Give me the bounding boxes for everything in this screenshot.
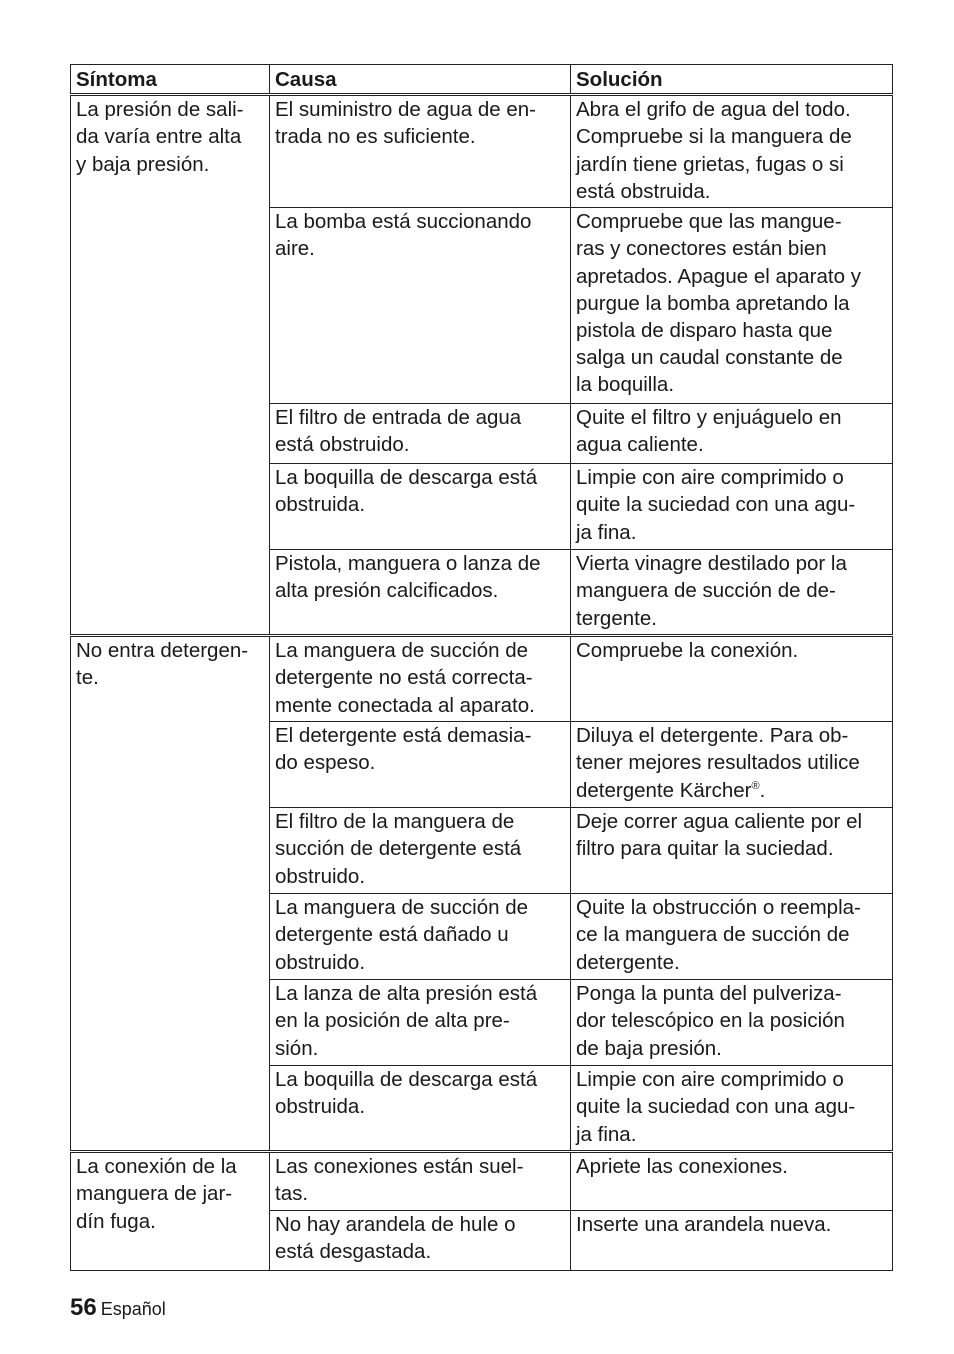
cell-line: está desgastada. <box>275 1240 432 1264</box>
cell-line: Quite la obstrucción o reempla- <box>576 896 861 920</box>
cell-line: Vierta vinagre destilado por la <box>576 552 847 576</box>
cell-line: Compruebe que las mangue- <box>576 210 842 234</box>
cell-line: El suministro de agua de en- <box>275 98 536 122</box>
cell-line: La boquilla de descarga está <box>275 1068 538 1092</box>
table-row <box>71 636 893 722</box>
cause-cell <box>270 1152 571 1211</box>
cell-line: manguera de jar- <box>76 1182 233 1206</box>
cell-line: aire. <box>275 237 315 261</box>
registered-mark: ® <box>751 779 760 792</box>
solution-cell <box>571 980 893 1066</box>
cell-line: La lanza de alta presión está <box>275 982 538 1006</box>
cause-cell <box>270 95 571 208</box>
cell-line: ja fina. <box>576 1122 637 1146</box>
cell-line: de baja presión. <box>576 1036 722 1060</box>
cell-line: tener mejores resultados utilice <box>576 751 860 775</box>
cell-line: El filtro de la manguera de <box>275 810 515 834</box>
cause-cell <box>270 1211 571 1271</box>
cell-line: jardín tiene grietas, fugas o si <box>576 152 844 176</box>
troubleshooting-table <box>70 64 893 1271</box>
cell-line: Apriete las conexiones. <box>576 1155 788 1179</box>
solution-cell <box>571 464 893 550</box>
cell-line: mente conectada al aparato. <box>275 693 535 717</box>
cell-line: apretados. Apague el aparato y <box>576 264 861 288</box>
symptom-cell <box>71 95 270 636</box>
cell-line: detergente no está correcta- <box>275 666 533 690</box>
cell-line: Quite el filtro y enjuáguelo en <box>576 406 842 430</box>
cell-line: La boquilla de descarga está <box>275 466 538 490</box>
cell-line: en la posición de alta pre- <box>275 1009 510 1033</box>
solution-cell <box>571 404 893 464</box>
header-solucion: Solución <box>571 65 893 95</box>
cell-line: dín fuga. <box>76 1209 156 1233</box>
header-sintoma: Síntoma <box>71 65 270 95</box>
solution-cell <box>571 1211 893 1271</box>
cell-line: succión de detergente está <box>275 837 522 861</box>
cause-cell <box>270 404 571 464</box>
cell-line-tail: . <box>759 778 766 802</box>
cell-line: sión. <box>275 1036 319 1060</box>
header-row <box>71 65 893 95</box>
cell-line: está obstruida. <box>576 179 711 203</box>
cell-line: alta presión calcificados. <box>275 579 499 603</box>
cell-line: Limpie con aire comprimido o <box>576 466 844 490</box>
cell-line: Pistola, manguera o lanza de <box>275 552 541 576</box>
cell-line: agua caliente. <box>576 433 704 457</box>
cause-cell <box>270 550 571 636</box>
solution-cell <box>571 95 893 208</box>
cell-line: salga un caudal constante de <box>576 346 843 370</box>
solution-cell <box>571 894 893 980</box>
cell-line: y baja presión. <box>76 152 210 176</box>
cause-cell <box>270 894 571 980</box>
cell-line: Ponga la punta del pulveriza- <box>576 982 842 1006</box>
solution-cell <box>571 1152 893 1211</box>
table-row <box>71 95 893 208</box>
cell-line: la boquilla. <box>576 373 675 397</box>
cell-line: El filtro de entrada de agua <box>275 406 522 430</box>
symptom-cell <box>71 1152 270 1271</box>
cell-line: quite la suciedad con una agu- <box>576 1095 856 1119</box>
solution-cell <box>571 208 893 404</box>
solution-cell <box>571 722 893 808</box>
cell-line: Deje correr agua caliente por el <box>576 810 863 834</box>
cell-line: La conexión de la <box>76 1155 237 1179</box>
cell-line: tas. <box>275 1182 309 1206</box>
cell-line: La manguera de succión de <box>275 896 529 920</box>
solution-cell <box>571 636 893 722</box>
cell-line: Diluya el detergente. Para ob- <box>576 724 849 748</box>
page-footer <box>70 1294 166 1328</box>
cell-line: Inserte una arandela nueva. <box>576 1213 832 1237</box>
cell-line: quite la suciedad con una agu- <box>576 493 856 517</box>
symptom-cell <box>71 636 270 1152</box>
cell-line: El detergente está demasia- <box>275 724 532 748</box>
cell-line: La presión de sali- <box>76 98 244 122</box>
footer-language: Español <box>100 1299 166 1319</box>
cell-line: te. <box>76 666 99 690</box>
cell-line: obstruida. <box>275 1095 366 1119</box>
cell-line: pistola de disparo hasta que <box>576 319 833 343</box>
cell-line: ce la manguera de succión de <box>576 923 850 947</box>
header-causa: Causa <box>270 65 571 95</box>
cell-line: obstruido. <box>275 950 366 974</box>
cell-line: do espeso. <box>275 751 376 775</box>
cause-cell <box>270 722 571 808</box>
cell-line: obstruida. <box>275 493 366 517</box>
cell-line: La manguera de succión de <box>275 639 529 663</box>
cell-line: Limpie con aire comprimido o <box>576 1068 844 1092</box>
page-number: 56 <box>70 1294 97 1321</box>
solution-cell <box>571 808 893 894</box>
cause-cell <box>270 208 571 404</box>
cell-line: obstruido. <box>275 864 366 888</box>
cell-line: Las conexiones están suel- <box>275 1155 524 1179</box>
cell-line: trada no es suficiente. <box>275 125 476 149</box>
cell-line: detergente. <box>576 950 680 974</box>
cell-line: manguera de succión de de- <box>576 579 836 603</box>
cell-line: filtro para quitar la suciedad. <box>576 837 834 861</box>
solution-cell <box>571 550 893 636</box>
cell-line: detergente está dañado u <box>275 923 509 947</box>
cell-line: No entra detergen- <box>76 639 249 663</box>
cause-cell <box>270 980 571 1066</box>
cell-line: detergente Kärcher <box>576 778 752 802</box>
table-row <box>71 1152 893 1211</box>
cell-line: La bomba está succionando <box>275 210 532 234</box>
cell-line: tergente. <box>576 606 657 630</box>
cause-cell <box>270 464 571 550</box>
cell-line: ja fina. <box>576 520 637 544</box>
cell-line: dor telescópico en la posición <box>576 1009 845 1033</box>
cell-line: purgue la bomba apretando la <box>576 291 850 315</box>
cell-line: Compruebe la conexión. <box>576 639 799 663</box>
cause-cell <box>270 808 571 894</box>
cause-cell <box>270 636 571 722</box>
cell-line: da varía entre alta <box>76 125 242 149</box>
cell-line: No hay arandela de hule o <box>275 1213 516 1237</box>
cause-cell <box>270 1066 571 1152</box>
cell-line: está obstruido. <box>275 433 410 457</box>
solution-cell <box>571 1066 893 1152</box>
cell-line: ras y conectores están bien <box>576 237 827 261</box>
cell-line: Compruebe si la manguera de <box>576 125 852 149</box>
cell-line: Abra el grifo de agua del todo. <box>576 98 851 122</box>
